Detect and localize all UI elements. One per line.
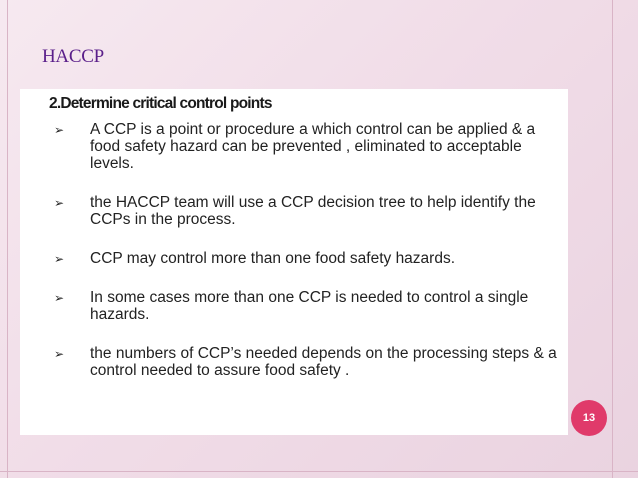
slide-subtitle: 2.Determine critical control points (49, 95, 272, 112)
slide-title: HACCP (42, 46, 104, 67)
page-number-badge: 13 (571, 400, 607, 436)
list-item (54, 289, 564, 323)
bullet-list (54, 121, 564, 401)
arrowhead-bullet-icon: ➢ (54, 347, 65, 361)
list-item-text: In some cases more than one CCP is needed to control a single hazards. (90, 289, 529, 323)
list-item-text: the HACCP team will use a CCP decision tree to help identify the CCPs in the process. (90, 194, 536, 228)
arrowhead-bullet-icon: ➢ (54, 252, 65, 266)
arrowhead-bullet-icon: ➢ (54, 196, 65, 210)
slide-border-left (7, 0, 8, 478)
list-item (54, 345, 564, 379)
list-item (54, 121, 564, 172)
list-item-text: the numbers of CCP’s needed depends on the processing steps & a control needed to assure food safety . (90, 345, 557, 379)
slide-border-bottom (0, 471, 638, 472)
content-box (20, 89, 568, 435)
slide-border-right (612, 0, 613, 478)
list-item (54, 250, 564, 267)
list-item-text: CCP may control more than one food safety hazards. (90, 250, 456, 267)
arrowhead-bullet-icon: ➢ (54, 123, 65, 137)
arrowhead-bullet-icon: ➢ (54, 291, 65, 305)
list-item-text: A CCP is a point or procedure a which control can be applied & a food safety hazard can be prevented , eliminated to acceptable levels. (90, 121, 536, 172)
list-item (54, 194, 564, 228)
